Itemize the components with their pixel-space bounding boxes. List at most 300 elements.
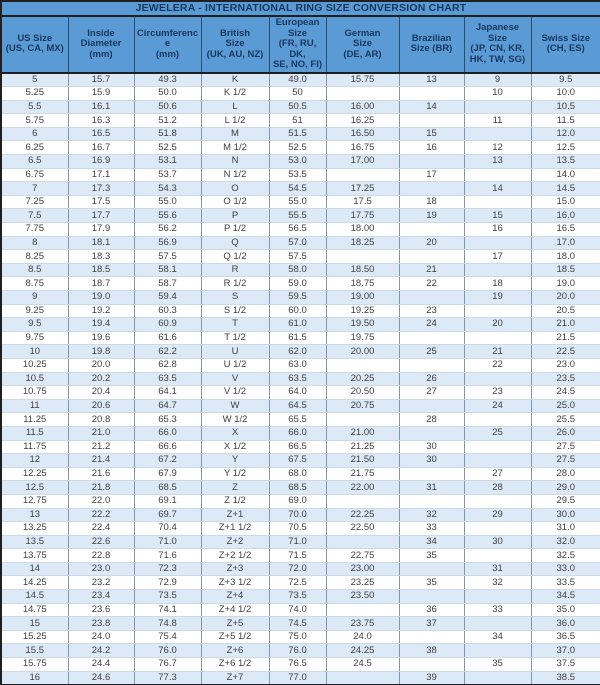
table-cell: 12 — [1, 454, 68, 468]
table-cell: 19.75 — [326, 331, 399, 345]
table-cell: 59.0 — [269, 277, 326, 291]
table-cell: 7.5 — [1, 209, 68, 223]
table-cell: 23.0 — [531, 358, 600, 372]
table-cell: 15.25 — [1, 630, 68, 644]
table-cell: 19 — [464, 291, 531, 305]
table-cell — [464, 413, 531, 427]
table-cell: 61.6 — [134, 331, 201, 345]
table-row — [1, 318, 600, 332]
table-cell: 59.4 — [134, 291, 201, 305]
table-cell: 74.8 — [134, 617, 201, 631]
table-cell: 15.9 — [68, 87, 134, 101]
table-cell — [399, 399, 464, 413]
table-cell: 20 — [464, 318, 531, 332]
table-cell: 57.5 — [269, 250, 326, 264]
table-row — [1, 454, 600, 468]
table-cell: 5.75 — [1, 114, 68, 128]
table-cell: 21.00 — [326, 426, 399, 440]
table-cell: 13 — [399, 73, 464, 87]
table-cell: 51.2 — [134, 114, 201, 128]
table-cell: 38.5 — [531, 671, 600, 685]
table-cell: 9 — [1, 291, 68, 305]
table-cell: 17.3 — [68, 182, 134, 196]
table-row — [1, 304, 600, 318]
table-cell: P — [201, 209, 269, 223]
table-cell: 37 — [399, 617, 464, 631]
table-cell: 36 — [399, 603, 464, 617]
table-cell: 74.0 — [269, 603, 326, 617]
table-cell: 53.1 — [134, 155, 201, 169]
table-cell: 18.1 — [68, 236, 134, 250]
table-cell: 27 — [399, 386, 464, 400]
table-cell: N — [201, 155, 269, 169]
table-cell: 14 — [1, 562, 68, 576]
table-cell — [326, 535, 399, 549]
table-cell: 60.0 — [269, 304, 326, 318]
table-cell: 52.5 — [269, 141, 326, 155]
table-cell: 65.3 — [134, 413, 201, 427]
table-cell: 23.25 — [326, 576, 399, 590]
table-cell: 55.0 — [269, 195, 326, 209]
table-cell: 30 — [399, 454, 464, 468]
table-cell: 6 — [1, 127, 68, 141]
table-cell: 21 — [399, 263, 464, 277]
table-cell: 26 — [399, 372, 464, 386]
table-cell: 16.0 — [531, 209, 600, 223]
table-cell: 73.5 — [134, 590, 201, 604]
table-row — [1, 617, 600, 631]
table-cell: 69.1 — [134, 494, 201, 508]
table-cell: 22.0 — [68, 494, 134, 508]
table-cell: 64.7 — [134, 399, 201, 413]
table-cell: 21.0 — [531, 318, 600, 332]
title-row — [1, 1, 600, 16]
table-cell: 10.75 — [1, 386, 68, 400]
table-cell: 76.5 — [269, 658, 326, 672]
table-cell: 8.25 — [1, 250, 68, 264]
table-cell: 49.0 — [269, 73, 326, 87]
table-cell: 18 — [464, 277, 531, 291]
table-cell: 22 — [464, 358, 531, 372]
table-cell: 13.75 — [1, 549, 68, 563]
table-cell: Z+1 1/2 — [201, 522, 269, 536]
table-cell: Q 1/2 — [201, 250, 269, 264]
table-cell: 56.2 — [134, 223, 201, 237]
table-cell: 18 — [399, 195, 464, 209]
table-cell — [399, 182, 464, 196]
table-cell: 20.00 — [326, 345, 399, 359]
table-cell: 13 — [1, 508, 68, 522]
table-row — [1, 481, 600, 495]
table-cell: 61.5 — [269, 331, 326, 345]
table-cell: V 1/2 — [201, 386, 269, 400]
table-cell — [399, 467, 464, 481]
table-cell: 12.0 — [531, 127, 600, 141]
table-cell: 14.5 — [531, 182, 600, 196]
table-row — [1, 114, 600, 128]
table-cell: 62.0 — [269, 345, 326, 359]
table-cell: V — [201, 372, 269, 386]
table-cell: 8 — [1, 236, 68, 250]
table-cell — [464, 494, 531, 508]
table-cell: 28 — [464, 481, 531, 495]
table-cell: 20.0 — [531, 291, 600, 305]
table-cell: 33.0 — [531, 562, 600, 576]
table-cell: 59.5 — [269, 291, 326, 305]
table-cell: 16.5 — [68, 127, 134, 141]
table-cell: 19.25 — [326, 304, 399, 318]
table-cell: 19 — [399, 209, 464, 223]
table-cell — [399, 331, 464, 345]
table-cell: 25 — [464, 426, 531, 440]
table-cell: N 1/2 — [201, 168, 269, 182]
table-row — [1, 223, 600, 237]
table-cell: 18.7 — [68, 277, 134, 291]
table-cell: 33 — [464, 603, 531, 617]
column-header: US Size (US, CA, MX) — [1, 16, 68, 73]
table-row — [1, 440, 600, 454]
table-cell: 10 — [464, 87, 531, 101]
table-cell: 50.6 — [134, 100, 201, 114]
table-cell: 27 — [464, 467, 531, 481]
table-cell — [464, 454, 531, 468]
table-cell: 11 — [1, 399, 68, 413]
table-cell: 66.6 — [134, 440, 201, 454]
table-cell — [464, 195, 531, 209]
table-cell — [464, 127, 531, 141]
table-cell: 34 — [464, 630, 531, 644]
table-cell — [464, 100, 531, 114]
table-cell: 71.0 — [134, 535, 201, 549]
table-cell: 17.7 — [68, 209, 134, 223]
column-header: British Size (UK, AU, NZ) — [201, 16, 269, 73]
table-cell: 30 — [399, 440, 464, 454]
table-cell: S — [201, 291, 269, 305]
table-cell — [326, 87, 399, 101]
table-cell — [399, 291, 464, 305]
table-row — [1, 562, 600, 576]
table-row — [1, 291, 600, 305]
table-cell: R — [201, 263, 269, 277]
table-cell: 23.8 — [68, 617, 134, 631]
table-cell: 5 — [1, 73, 68, 87]
table-cell: 30.0 — [531, 508, 600, 522]
table-cell: O 1/2 — [201, 195, 269, 209]
table-row — [1, 494, 600, 508]
table-cell: 36.5 — [531, 630, 600, 644]
table-cell: 21.2 — [68, 440, 134, 454]
table-cell: 23.5 — [531, 372, 600, 386]
table-cell: 22.75 — [326, 549, 399, 563]
table-cell: 22.25 — [326, 508, 399, 522]
table-cell: 72.0 — [269, 562, 326, 576]
table-cell: Z+5 1/2 — [201, 630, 269, 644]
table-cell: 69.7 — [134, 508, 201, 522]
table-cell: 21 — [464, 345, 531, 359]
table-cell: U 1/2 — [201, 358, 269, 372]
table-row — [1, 426, 600, 440]
table-cell: 58.0 — [269, 263, 326, 277]
table-cell: 14.75 — [1, 603, 68, 617]
table-cell: M — [201, 127, 269, 141]
table-cell — [464, 168, 531, 182]
table-cell: 67.5 — [269, 454, 326, 468]
table-cell: Z+7 — [201, 671, 269, 685]
table-cell: 71.0 — [269, 535, 326, 549]
table-cell: 16 — [464, 223, 531, 237]
table-cell: Z+4 1/2 — [201, 603, 269, 617]
table-cell: 71.5 — [269, 549, 326, 563]
table-cell: 35.0 — [531, 603, 600, 617]
table-cell: 75.0 — [269, 630, 326, 644]
table-cell: 15.75 — [1, 658, 68, 672]
table-cell: 53.0 — [269, 155, 326, 169]
table-cell — [326, 250, 399, 264]
table-cell: 62.8 — [134, 358, 201, 372]
table-cell: 66.0 — [269, 426, 326, 440]
table-row — [1, 590, 600, 604]
table-cell: 11 — [464, 114, 531, 128]
table-cell — [399, 658, 464, 672]
table-cell: 15.7 — [68, 73, 134, 87]
table-cell: U — [201, 345, 269, 359]
table-cell: 12.75 — [1, 494, 68, 508]
table-cell — [399, 358, 464, 372]
table-body — [1, 73, 600, 685]
table-cell — [464, 331, 531, 345]
header-row — [1, 16, 600, 73]
table-cell: 10 — [1, 345, 68, 359]
table-cell: T — [201, 318, 269, 332]
table-cell: 21.25 — [326, 440, 399, 454]
table-cell: 70.5 — [269, 522, 326, 536]
table-row — [1, 141, 600, 155]
table-cell: 9 — [464, 73, 531, 87]
table-cell: T 1/2 — [201, 331, 269, 345]
table-cell: 77.0 — [269, 671, 326, 685]
table-cell: 58.7 — [134, 277, 201, 291]
table-cell — [464, 549, 531, 563]
table-cell: Z+4 — [201, 590, 269, 604]
table-cell: W — [201, 399, 269, 413]
table-cell: 64.0 — [269, 386, 326, 400]
table-cell: 17.9 — [68, 223, 134, 237]
table-cell: 52.5 — [134, 141, 201, 155]
table-cell: 18.5 — [68, 263, 134, 277]
table-cell: 7.75 — [1, 223, 68, 237]
table-cell: 50 — [269, 87, 326, 101]
table-cell: 32 — [399, 508, 464, 522]
table-cell: 12.5 — [531, 141, 600, 155]
table-cell: 16.25 — [326, 114, 399, 128]
table-cell — [399, 223, 464, 237]
table-cell: 20.25 — [326, 372, 399, 386]
table-cell: 72.9 — [134, 576, 201, 590]
table-cell: 11.5 — [1, 426, 68, 440]
table-cell: 60.9 — [134, 318, 201, 332]
table-cell: 63.5 — [134, 372, 201, 386]
table-cell: 63.0 — [269, 358, 326, 372]
table-cell: 38 — [399, 644, 464, 658]
table-cell: 11.75 — [1, 440, 68, 454]
table-cell: 17.00 — [326, 155, 399, 169]
table-cell: 32 — [464, 576, 531, 590]
table-row — [1, 386, 600, 400]
table-cell — [399, 155, 464, 169]
table-cell: 20.5 — [531, 304, 600, 318]
table-row — [1, 644, 600, 658]
table-cell: 17.5 — [326, 195, 399, 209]
table-row — [1, 522, 600, 536]
table-cell: Z+5 — [201, 617, 269, 631]
table-cell: 18.00 — [326, 223, 399, 237]
table-cell: Z+2 1/2 — [201, 549, 269, 563]
table-row — [1, 182, 600, 196]
table-cell — [399, 114, 464, 128]
table-cell: 12 — [464, 141, 531, 155]
table-cell: 17.5 — [68, 195, 134, 209]
table-cell: 18.0 — [531, 250, 600, 264]
table-cell: 17.1 — [68, 168, 134, 182]
table-cell: 31 — [399, 481, 464, 495]
table-cell: 25.5 — [531, 413, 600, 427]
table-cell: 34.5 — [531, 590, 600, 604]
table-cell: 51.8 — [134, 127, 201, 141]
table-cell — [464, 236, 531, 250]
table-cell: 23 — [399, 304, 464, 318]
table-cell: Z 1/2 — [201, 494, 269, 508]
table-cell: 10.5 — [1, 372, 68, 386]
table-cell: 68.5 — [134, 481, 201, 495]
table-cell: 70.0 — [269, 508, 326, 522]
table-cell: 66.0 — [134, 426, 201, 440]
table-cell: 20.50 — [326, 386, 399, 400]
table-cell: 14.5 — [1, 590, 68, 604]
table-cell: X 1/2 — [201, 440, 269, 454]
table-row — [1, 671, 600, 685]
table-cell: 24 — [399, 318, 464, 332]
table-cell: 14.0 — [531, 168, 600, 182]
table-cell: 22.4 — [68, 522, 134, 536]
column-header: European Size (FR, RU, DK, SE, NO, FI) — [269, 16, 326, 73]
table-cell: Z+3 — [201, 562, 269, 576]
table-cell: 77.3 — [134, 671, 201, 685]
column-header: Japanese Size (JP, CN, KR, HK, TW, SG) — [464, 16, 531, 73]
table-cell: 67.9 — [134, 467, 201, 481]
table-cell: 24.0 — [326, 630, 399, 644]
table-cell: Q — [201, 236, 269, 250]
table-cell — [326, 671, 399, 685]
table-cell: 6.25 — [1, 141, 68, 155]
table-cell — [399, 87, 464, 101]
table-cell: 29 — [464, 508, 531, 522]
table-cell: 14.25 — [1, 576, 68, 590]
table-cell: 9.5 — [1, 318, 68, 332]
table-cell: 15 — [399, 127, 464, 141]
table-cell — [326, 358, 399, 372]
table-cell: 21.8 — [68, 481, 134, 495]
table-cell: 30 — [464, 535, 531, 549]
table-cell: 21.50 — [326, 454, 399, 468]
table-cell: 74.5 — [269, 617, 326, 631]
table-cell: 5.5 — [1, 100, 68, 114]
table-cell — [464, 440, 531, 454]
table-cell: 22.00 — [326, 481, 399, 495]
table-cell: 71.6 — [134, 549, 201, 563]
table-cell: 16.50 — [326, 127, 399, 141]
table-cell: 24.4 — [68, 658, 134, 672]
table-cell: 55.6 — [134, 209, 201, 223]
table-cell: 18.50 — [326, 263, 399, 277]
table-row — [1, 127, 600, 141]
table-cell: 25 — [399, 345, 464, 359]
table-cell — [464, 671, 531, 685]
table-cell: 16.9 — [68, 155, 134, 169]
table-cell: 72.3 — [134, 562, 201, 576]
table-cell: 14 — [464, 182, 531, 196]
table-cell: 53.5 — [269, 168, 326, 182]
table-cell: 19.2 — [68, 304, 134, 318]
table-cell: 23.6 — [68, 603, 134, 617]
table-row — [1, 508, 600, 522]
table-cell: 26.0 — [531, 426, 600, 440]
table-cell: 20.2 — [68, 372, 134, 386]
table-cell: 64.1 — [134, 386, 201, 400]
table-cell — [464, 590, 531, 604]
table-cell: 76.0 — [134, 644, 201, 658]
chart-title: JEWELERA - INTERNATIONAL RING SIZE CONVERSION CHART — [1, 1, 600, 16]
table-cell: 23.4 — [68, 590, 134, 604]
table-cell: 19.0 — [68, 291, 134, 305]
table-cell: S 1/2 — [201, 304, 269, 318]
table-row — [1, 413, 600, 427]
table-row — [1, 535, 600, 549]
table-cell: L — [201, 100, 269, 114]
table-cell: 35 — [464, 658, 531, 672]
table-cell: 9.75 — [1, 331, 68, 345]
table-cell: 29.0 — [531, 481, 600, 495]
table-cell: 9.25 — [1, 304, 68, 318]
table-cell: 31 — [464, 562, 531, 576]
table-cell: 25.0 — [531, 399, 600, 413]
table-cell: 70.4 — [134, 522, 201, 536]
column-header: German Size (DE, AR) — [326, 16, 399, 73]
table-cell: 16.7 — [68, 141, 134, 155]
table-cell: 60.3 — [134, 304, 201, 318]
table-cell: 19.8 — [68, 345, 134, 359]
table-cell: 16 — [399, 141, 464, 155]
table-cell: 15.5 — [1, 644, 68, 658]
table-cell: 32.0 — [531, 535, 600, 549]
table-row — [1, 345, 600, 359]
table-cell: 67.2 — [134, 454, 201, 468]
table-row — [1, 263, 600, 277]
table-cell: 12.25 — [1, 467, 68, 481]
table-cell: 20.75 — [326, 399, 399, 413]
table-cell — [464, 617, 531, 631]
table-cell — [399, 630, 464, 644]
table-cell: 14 — [399, 100, 464, 114]
table-row — [1, 155, 600, 169]
table-cell: 57.5 — [134, 250, 201, 264]
table-cell: Y 1/2 — [201, 467, 269, 481]
table-cell: 24.5 — [531, 386, 600, 400]
table-cell: 74.1 — [134, 603, 201, 617]
table-cell: 62.2 — [134, 345, 201, 359]
table-cell: Z+1 — [201, 508, 269, 522]
table-cell: W 1/2 — [201, 413, 269, 427]
table-cell: 10.0 — [531, 87, 600, 101]
